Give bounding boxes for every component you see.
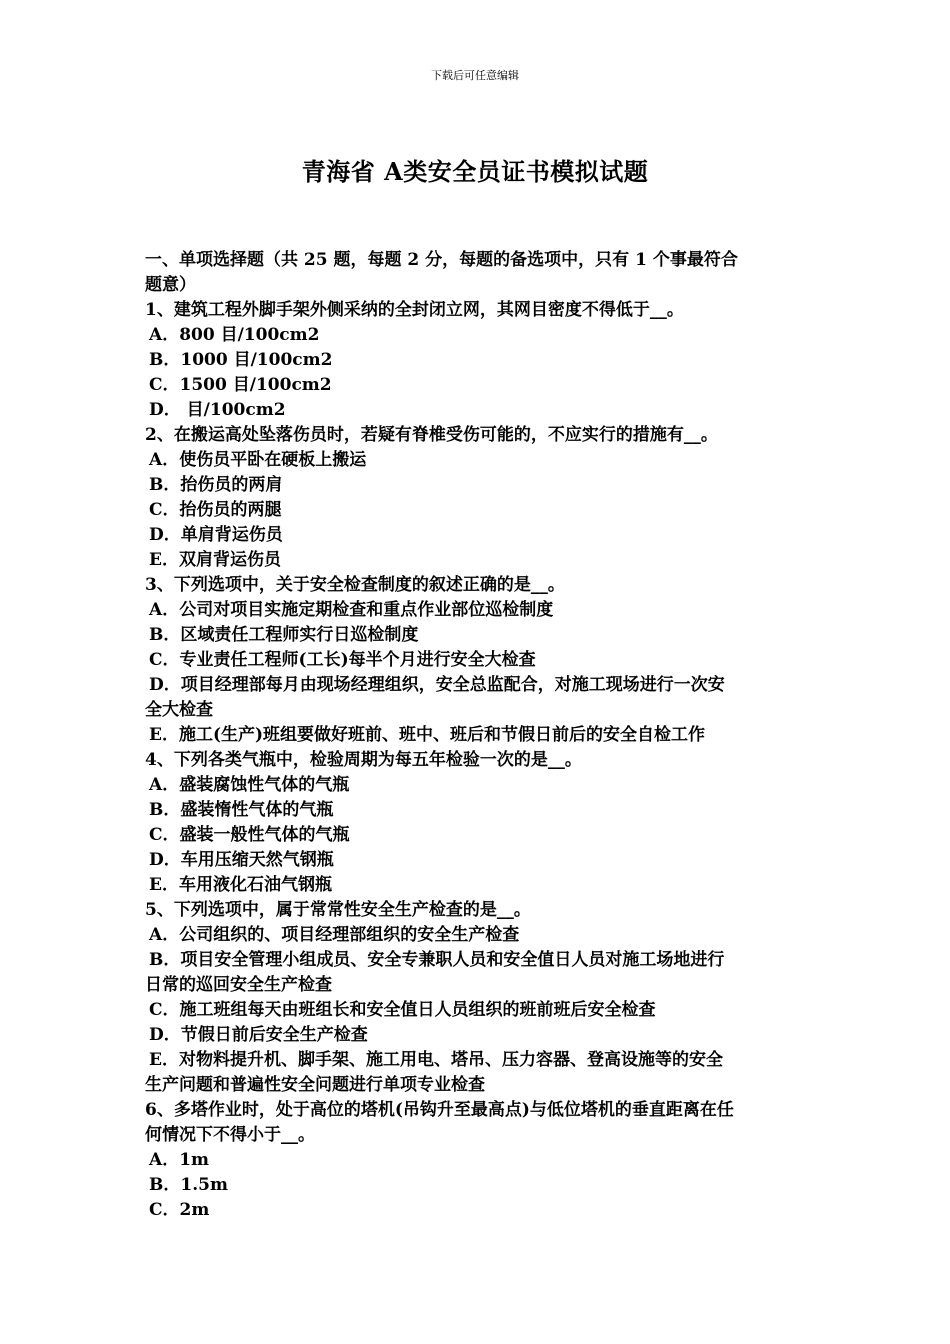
answer-option: B．1000 目/100cm2 bbox=[149, 350, 333, 370]
answer-option: A．公司组织的、项目经理部组织的安全生产检查 bbox=[149, 925, 520, 945]
answer-option: A．使伤员平卧在硬板上搬运 bbox=[149, 450, 367, 470]
question-stem: 5、下列选项中，属于常常性安全生产检查的是__。 bbox=[145, 900, 531, 920]
answer-option: D．项目经理部每月由现场经理组织，安全总监配合，对施工现场进行一次安 bbox=[149, 675, 725, 695]
answer-option: D．节假日前后安全生产检查 bbox=[149, 1025, 368, 1045]
question-stem: 6、多塔作业时，处于高位的塔机(吊钩升至最高点)与低位塔机的垂直距离在任 bbox=[145, 1100, 734, 1120]
question-stem: 3、下列选项中，关于安全检查制度的叙述正确的是__。 bbox=[145, 575, 565, 595]
answer-option: E．车用液化石油气钢瓶 bbox=[149, 875, 332, 895]
answer-option: A．800 目/100cm2 bbox=[149, 325, 320, 345]
questions-container bbox=[145, 298, 810, 1223]
section-heading-cont: 题意） bbox=[145, 275, 196, 295]
answer-option: E．双肩背运伤员 bbox=[149, 550, 281, 570]
answer-option: C．抬伤员的两腿 bbox=[149, 500, 282, 520]
question-stem: 1、建筑工程外脚手架外侧采纳的全封闭立网，其网目密度不得低于__。 bbox=[145, 300, 684, 320]
answer-option: C．1500 目/100cm2 bbox=[149, 375, 332, 395]
answer-option: 全大检查 bbox=[145, 700, 213, 720]
header-note: 下载后可任意编辑 bbox=[431, 69, 519, 82]
answer-option: B．抬伤员的两肩 bbox=[149, 475, 283, 495]
answer-option: B．1.5m bbox=[149, 1175, 228, 1195]
answer-option: C．盛装一般性气体的气瓶 bbox=[149, 825, 350, 845]
answer-option: A．盛装腐蚀性气体的气瓶 bbox=[149, 775, 350, 795]
answer-option: 日常的巡回安全生产检查 bbox=[145, 975, 332, 995]
question-list bbox=[145, 248, 810, 1223]
question-stem: 2、在搬运高处坠落伤员时，若疑有脊椎受伤可能的，不应实行的措施有__。 bbox=[145, 425, 718, 445]
answer-option: B．项目安全管理小组成员、安全专兼职人员和安全值日人员对施工场地进行 bbox=[149, 950, 725, 970]
answer-option: C．施工班组每天由班组长和安全值日人员组织的班前班后安全检查 bbox=[149, 1000, 656, 1020]
answer-option: D． 目/100cm2 bbox=[149, 400, 286, 420]
answer-option: B．盛装惰性气体的气瓶 bbox=[149, 800, 334, 820]
answer-option: D．单肩背运伤员 bbox=[149, 525, 283, 545]
answer-option: C．2m bbox=[149, 1200, 210, 1220]
answer-option: C．专业责任工程师(工长)每半个月进行安全大检查 bbox=[149, 650, 536, 670]
question-stem: 4、下列各类气瓶中，检验周期为每五年检验一次的是__。 bbox=[145, 750, 582, 770]
answer-option: E．对物料提升机、脚手架、施工用电、塔吊、压力容器、登高设施等的安全 bbox=[149, 1050, 723, 1070]
question-stem: 何情况下不得小于__。 bbox=[145, 1125, 315, 1145]
answer-option: D．车用压缩天然气钢瓶 bbox=[149, 850, 334, 870]
answer-option: E．施工(生产)班组要做好班前、班中、班后和节假日前后的安全自检工作 bbox=[149, 725, 706, 745]
page-title: 青海省 A类安全员证书模拟试题 bbox=[301, 157, 649, 186]
section-heading: 一、单项选择题（共 25 题，每题 2 分，每题的备选项中，只有 1 个事最符合 bbox=[145, 250, 738, 270]
answer-option: A．公司对项目实施定期检查和重点作业部位巡检制度 bbox=[149, 600, 554, 620]
answer-option: A．1m bbox=[149, 1150, 210, 1170]
answer-option: B．区域责任工程师实行日巡检制度 bbox=[149, 625, 419, 645]
answer-option: 生产问题和普遍性安全问题进行单项专业检查 bbox=[145, 1075, 485, 1095]
